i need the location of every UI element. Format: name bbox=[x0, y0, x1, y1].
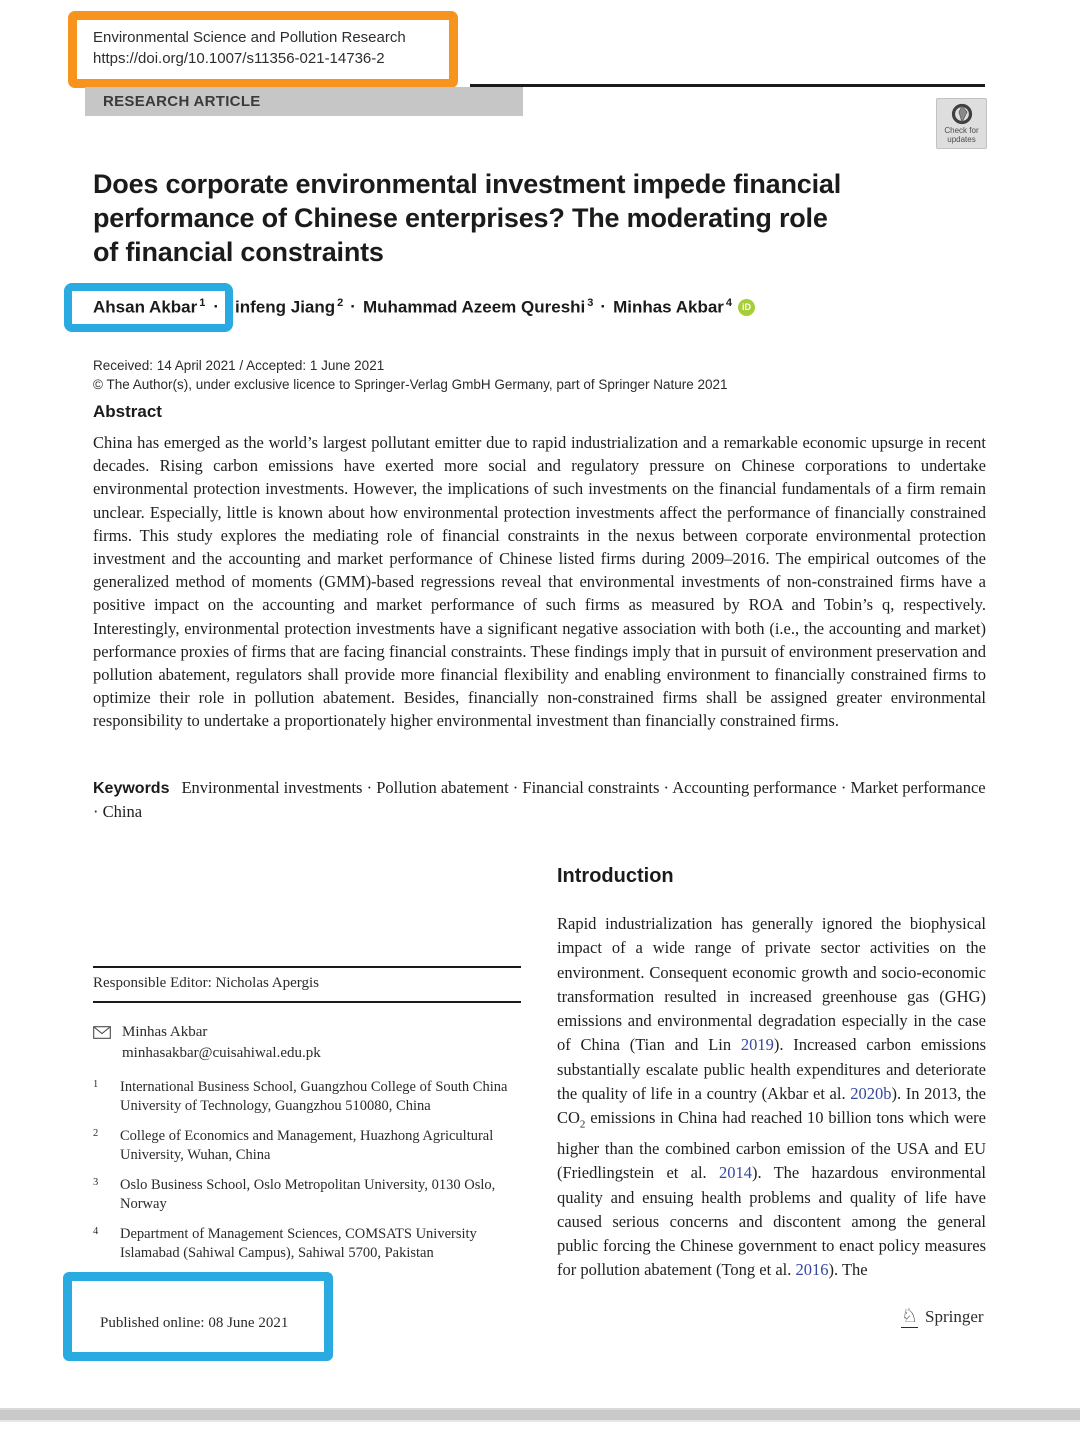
author-separator: · bbox=[350, 297, 356, 317]
journal-name: Environmental Science and Pollution Research bbox=[93, 29, 406, 46]
affiliation-text: College of Economics and Management, Huazhong Agricultural University, Wuhan, China bbox=[120, 1128, 494, 1163]
article-type-label: RESEARCH ARTICLE bbox=[103, 93, 261, 110]
citation-link[interactable]: 2020b bbox=[850, 1084, 892, 1104]
title-line: Does corporate environmental investment impede financial bbox=[93, 169, 842, 199]
article-title bbox=[93, 167, 993, 269]
affiliation-number: 3 bbox=[93, 1177, 99, 1188]
affiliation-item bbox=[93, 1176, 533, 1214]
citation-link[interactable]: 2014 bbox=[718, 1163, 752, 1183]
abstract-text: China has emerged as the world’s largest pollutant emitter due to rapid industrialization and a remarkable economic upsurge in recent decades. Rising carbon emissions have exerted more social and regulatory pressure on Chinese corporations to undertake environmental protection investments. However, the implications of such investments on the financial fundamentals of a firm remain unclear. Especially, little is known about how environmental protection investments affect the performance of financially constrained firms. This study explores the mediating role of financial constraints in the nexus between corporate environmental protection investment and the accounting and market performance of Chinese listed firms during 2009–2016. The empirical outcomes of the generalized method of moments (GMM)-based regressions reveal that environmental investments of non-constrained firms have a positive impact on the accounting and market performance of such firms as measured by ROA and Tobin’s q, respectively. Interestingly, environmental protection investments have a significant negative association with both (i.e., the accounting and market) performance proxies of firms that are facing financial constraints. These findings imply that in pursuit of environment preservation and pollution abatement, regulators shall provide more financial flexibility and enabling environment to financially constrained firms to optimize their role in pollution abatement. Besides, financially non-constrained firms shall be assigned greater environmental responsibility to undertake a proportionately higher environmental investment than financially constrained firms. bbox=[93, 433, 986, 731]
introduction-heading: Introduction bbox=[557, 865, 674, 887]
affiliation-text: International Business School, Guangzhou College of South China University of Technology, Guangzhou 510080, China bbox=[120, 1079, 508, 1114]
title-line: performance of Chinese enterprises? The moderating role bbox=[93, 203, 828, 233]
header-divider bbox=[470, 84, 985, 87]
keywords-list: Environmental investments · Pollution abatement · Financial constraints · Accounting performance · Market performance · China bbox=[93, 778, 986, 821]
article-history bbox=[93, 356, 728, 394]
affiliation-item bbox=[93, 1127, 533, 1165]
orcid-icon[interactable]: iD bbox=[738, 299, 755, 316]
affiliation-text: Oslo Business School, Oslo Metropolitan University, 0130 Oslo, Norway bbox=[120, 1177, 496, 1212]
keywords-label: Keywords bbox=[93, 780, 170, 797]
springer-knight-icon: ♘ bbox=[901, 1305, 919, 1327]
corresponding-author-name: Minhas Akbar bbox=[122, 1024, 208, 1040]
abstract-heading: Abstract bbox=[93, 402, 162, 421]
affiliation-text: Department of Management Sciences, COMSATS University Islamabad (Sahiwal Campus), Sahiwal 5700, Pakistan bbox=[120, 1226, 477, 1261]
author-name: infeng Jiang $^2$ bbox=[235, 297, 344, 317]
check-for-updates-badge[interactable] bbox=[936, 98, 987, 149]
copyright-line: © The Author(s), under exclusive licence to Springer-Verlag GmbH Germany, part of Springer Nature 2021 bbox=[93, 377, 728, 392]
intro-text-segment: emissions in China had reached 10 billion tons which were higher than the combined carbon emission of the USA and EU (Friedlingstein et al. bbox=[557, 1108, 986, 1183]
responsible-editor-note: Responsible Editor: Nicholas Apergis bbox=[93, 966, 521, 1003]
check-for-updates-label: Check for updates bbox=[944, 126, 979, 144]
received-accepted-line: Received: 14 April 2021 / Accepted: 1 June 2021 bbox=[93, 358, 385, 373]
publisher-name: Springer bbox=[925, 1306, 984, 1326]
journal-header-highlight-box bbox=[68, 11, 458, 88]
intro-text-segment: ). The bbox=[828, 1260, 868, 1280]
article-type-bar bbox=[85, 87, 523, 116]
author-separator: · bbox=[600, 297, 607, 317]
corresponding-author-email[interactable]: minhasakbar@cuisahiwal.edu.pk bbox=[122, 1045, 321, 1061]
introduction-paragraph bbox=[557, 912, 986, 1283]
keywords-block bbox=[93, 776, 986, 823]
author-name: Muhammad Azeem Qureshi $^3$ bbox=[362, 297, 594, 317]
author-separator: · bbox=[213, 297, 220, 317]
author-affiliation-sup: 1 bbox=[199, 297, 206, 309]
affiliations-list bbox=[93, 1078, 533, 1274]
intro-text-segment: ). Increased carbon emissions substantially escalate public health expenditures and deteriorate the quality of life in a country (Akbar et al. bbox=[557, 1035, 986, 1104]
springer-logo bbox=[901, 1305, 984, 1328]
affiliation-number: 4 bbox=[93, 1226, 99, 1237]
affiliation-item bbox=[93, 1078, 533, 1116]
author-name: Ahsan Akbar $^1$ bbox=[93, 297, 206, 317]
author-affiliation-sup: 4 bbox=[725, 297, 733, 309]
intro-text-segment: ). The hazardous environmental quality and ensuing health problems and quality of life have caused serious concerns and discontent among the general public forcing the Chinese government to enact policy measures for pollution abatement (Tong et al. bbox=[557, 1163, 986, 1280]
citation-link[interactable]: 2016 bbox=[795, 1260, 829, 1280]
co2-subscript: 2 bbox=[579, 1118, 586, 1131]
affiliation-item bbox=[93, 1225, 533, 1263]
correspondence-block bbox=[93, 1022, 521, 1064]
first-author-highlight-box bbox=[64, 283, 233, 332]
title-line: of financial constraints bbox=[93, 237, 384, 267]
author-list bbox=[64, 283, 755, 332]
author-affiliation-sup: 3 bbox=[587, 297, 594, 309]
affiliation-number: 2 bbox=[93, 1128, 99, 1139]
intro-text-segment: Rapid industrialization has generally ignored the biophysical impact of a wide range of private sector activities on the environment. Consequent economic growth and socio-economic transformation resulted in increased greenhouse gas (GHG) emissions and environmental degradation especially in the case of China (Tian and Lin bbox=[557, 914, 986, 1055]
published-online-text: Published online: 08 June 2021 bbox=[100, 1315, 289, 1331]
citation-link[interactable]: 2019 bbox=[740, 1035, 774, 1055]
email-icon bbox=[93, 1026, 111, 1039]
check-for-updates-icon bbox=[950, 102, 974, 126]
affiliation-number: 1 bbox=[93, 1079, 99, 1090]
doi-link[interactable]: https://doi.org/10.1007/s11356-021-14736-2 bbox=[93, 50, 385, 67]
published-online-highlight-box bbox=[63, 1272, 333, 1361]
page-bottom-bar bbox=[0, 1408, 1080, 1422]
author-affiliation-sup: 2 bbox=[337, 297, 344, 309]
intro-text-segment: ). In 2013, the CO bbox=[557, 1084, 986, 1128]
author-name: Minhas Akbar $^4$ bbox=[613, 297, 733, 317]
